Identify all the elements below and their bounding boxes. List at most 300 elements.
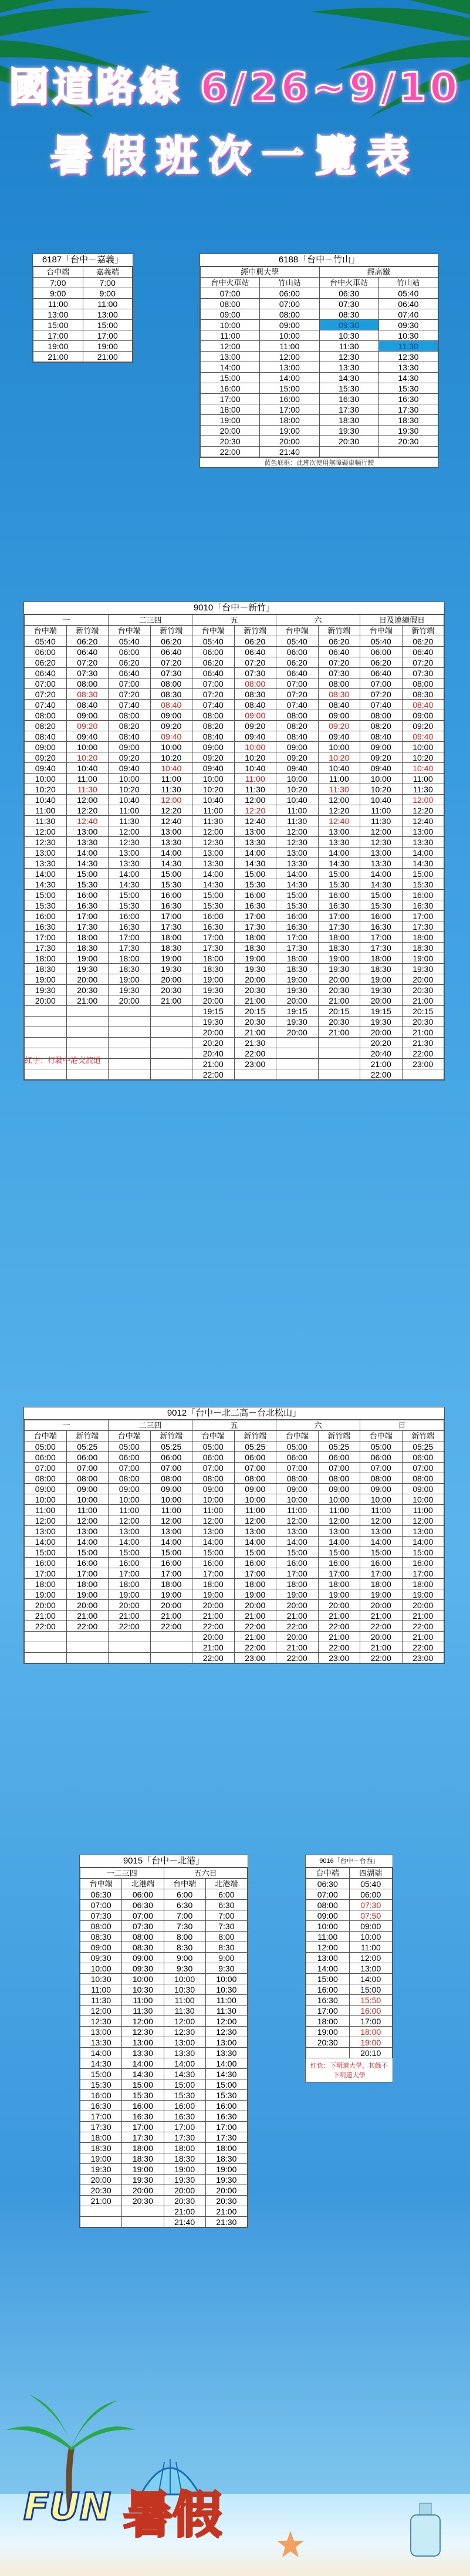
time-cell: 20:40 (192, 1048, 235, 1059)
time-cell: 09:20 (276, 752, 319, 763)
table-row (25, 1441, 444, 1452)
time-cell: 09:40 (109, 763, 151, 774)
time-cell: 09:00 (234, 1484, 276, 1494)
time-cell: 10:20 (150, 752, 192, 763)
time-cell: 11:00 (150, 774, 192, 784)
time-cell: 19:30 (378, 426, 438, 436)
time-cell: 15:30 (150, 879, 192, 890)
time-cell: 16:30 (378, 394, 438, 404)
time-cell: 11:30 (319, 341, 378, 352)
time-cell: 08:30 (319, 309, 378, 320)
time-cell: 22:00 (360, 1653, 403, 1663)
time-cell: 13:30 (402, 837, 444, 848)
time-cell: 09:20 (66, 721, 109, 731)
time-cell (109, 1017, 151, 1027)
time-cell: 08:40 (66, 700, 109, 710)
table-row (306, 1889, 393, 1900)
time-cell: 05:40 (192, 636, 235, 647)
time-cell: 15:00 (402, 869, 444, 879)
route-note: 藍色底框：此班次使用無障礙車輛行駛 (200, 457, 438, 467)
table-row (25, 1537, 444, 1547)
time-cell: 07:00 (25, 678, 67, 689)
time-cell: 16:00 (109, 911, 151, 921)
time-cell: 20:00 (122, 2185, 164, 2196)
time-cell: 06:00 (192, 647, 235, 657)
time-cell: 07:30 (122, 1921, 164, 1932)
time-cell: 18:30 (205, 2153, 247, 2164)
time-cell: 21:00 (318, 1027, 360, 1038)
time-cell: 12:00 (25, 826, 67, 837)
time-cell (122, 2206, 164, 2217)
time-cell: 19:00 (201, 415, 260, 426)
column-header: 新竹端 (150, 1431, 192, 1441)
time-cell: 20:40 (360, 1048, 403, 1059)
time-cell: 06:00 (360, 1452, 403, 1463)
table-row (80, 2090, 248, 2101)
time-cell: 10:00 (192, 1494, 235, 1505)
time-cell: 13:30 (164, 2048, 205, 2058)
time-cell: 14:00 (66, 1537, 109, 1547)
table-row (80, 2079, 248, 2090)
time-cell: 20:15 (234, 1006, 276, 1017)
time-cell: 13:00 (192, 848, 235, 858)
time-cell: 10:30 (164, 1984, 205, 1995)
time-cell: 9:00 (205, 1953, 247, 1963)
time-cell: 20:30 (164, 2196, 205, 2206)
column-header: 新竹端 (66, 626, 109, 636)
column-header: 竹山站 (378, 278, 438, 288)
time-cell: 16:30 (80, 2101, 122, 2111)
time-cell: 18:30 (378, 415, 438, 426)
time-cell: 07:00 (306, 1889, 350, 1900)
time-cell: 18:00 (306, 2016, 350, 2027)
time-cell: 16:00 (318, 890, 360, 900)
page-title: 國道路線 6/26~9/10 (9, 65, 461, 111)
table-row (25, 837, 444, 848)
time-cell: 20:00 (234, 1600, 276, 1611)
table-row (306, 1995, 393, 2006)
time-cell: 16:00 (360, 1558, 403, 1568)
time-cell: 10:00 (66, 742, 109, 752)
table-row (80, 2006, 248, 2016)
time-cell: 12:00 (201, 341, 260, 352)
table-row (80, 2027, 248, 2037)
time-cell: 20:00 (164, 2185, 205, 2196)
time-cell: 12:00 (80, 2006, 122, 2016)
time-cell: 13:30 (319, 362, 378, 373)
time-cell: 19:00 (192, 974, 235, 985)
time-cell: 18:00 (25, 1579, 67, 1589)
time-cell: 09:40 (192, 763, 235, 774)
time-cell: 16:30 (360, 921, 403, 932)
table-row (306, 2027, 393, 2037)
time-cell: 10:00 (150, 742, 192, 752)
time-cell (25, 1038, 67, 1048)
time-cell: 15:00 (260, 383, 319, 394)
time-cell: 12:30 (192, 837, 235, 848)
time-cell: 23:00 (402, 1059, 444, 1069)
time-cell: 15:00 (109, 890, 151, 900)
time-cell: 06:00 (360, 647, 403, 657)
time-cell: 17:30 (205, 2132, 247, 2143)
time-cell: 22:00 (234, 1621, 276, 1632)
time-cell: 18:00 (360, 953, 403, 964)
time-cell: 16:00 (360, 911, 403, 921)
time-cell: 17:00 (205, 2122, 247, 2132)
column-header: 新竹端 (234, 1431, 276, 1441)
time-cell: 09:00 (109, 742, 151, 752)
time-cell: 12:00 (349, 1953, 393, 1963)
time-cell (25, 1653, 67, 1663)
time-cell: 12:00 (260, 352, 319, 362)
time-cell: 11:00 (201, 330, 260, 341)
time-cell: 13:00 (25, 1526, 67, 1537)
time-cell: 17:30 (234, 921, 276, 932)
time-cell: 07:30 (66, 668, 109, 678)
table-row (25, 1642, 444, 1653)
time-cell: 19:00 (234, 953, 276, 964)
time-cell: 16:00 (66, 890, 109, 900)
time-cell: 19:00 (318, 1589, 360, 1600)
time-cell: 08:40 (402, 700, 444, 710)
time-cell: 21:00 (318, 995, 360, 1006)
time-cell: 16:00 (25, 911, 67, 921)
time-cell: 16:00 (150, 890, 192, 900)
time-cell: 10:00 (25, 1494, 67, 1505)
time-cell: 07:00 (201, 288, 260, 299)
time-cell: 21:30 (205, 2217, 247, 2227)
time-cell: 08:00 (402, 678, 444, 689)
time-cell: 13:00 (234, 1526, 276, 1537)
time-cell (25, 1006, 67, 1017)
time-cell: 10:00 (402, 1494, 444, 1505)
time-cell: 13:00 (276, 1526, 319, 1537)
time-cell: 14:30 (122, 2069, 164, 2079)
time-cell: 10:00 (360, 774, 403, 784)
time-cell: 15:00 (276, 1547, 319, 1558)
column-header: 台中端 (25, 1431, 67, 1441)
table-row (33, 278, 133, 288)
column-header: 台中端 (192, 626, 235, 636)
time-cell: 09:00 (150, 710, 192, 721)
time-cell: 14:30 (360, 879, 403, 890)
time-cell (25, 1642, 67, 1653)
time-cell: 20:20 (192, 1038, 235, 1048)
time-cell: 13:30 (205, 2048, 247, 2058)
time-cell: 05:40 (349, 1879, 393, 1889)
time-cell: 22:00 (360, 1621, 403, 1632)
time-cell: 15:30 (25, 900, 67, 911)
time-cell: 18:00 (318, 932, 360, 943)
time-cell: 20:00 (205, 2185, 247, 2196)
table-row (25, 995, 444, 1006)
time-cell: 20:00 (66, 1600, 109, 1611)
column-header: 北港端 (122, 1879, 164, 1889)
time-cell: 20:30 (205, 2196, 247, 2206)
time-cell (150, 1653, 192, 1663)
time-cell (276, 1048, 319, 1059)
time-cell: 6:30 (164, 1900, 205, 1910)
time-cell: 13:00 (260, 362, 319, 373)
time-cell: 10:40 (402, 763, 444, 774)
table-row (201, 320, 438, 330)
time-cell: 10:30 (205, 1984, 247, 1995)
day-header: 六 (276, 1420, 360, 1431)
time-cell: 16:00 (318, 1558, 360, 1568)
time-cell: 20:00 (25, 995, 67, 1006)
time-cell: 18:30 (192, 964, 235, 974)
time-cell: 10:40 (276, 795, 319, 805)
time-cell: 15:30 (109, 900, 151, 911)
time-cell: 16:00 (234, 1558, 276, 1568)
time-cell (80, 2206, 122, 2217)
time-cell: 10:20 (318, 752, 360, 763)
time-cell: 19:30 (276, 1017, 319, 1027)
table-row (25, 1611, 444, 1621)
time-cell: 07:30 (402, 668, 444, 678)
time-cell: 11:00 (109, 805, 151, 816)
time-cell: 06:20 (192, 657, 235, 668)
time-cell: 18:00 (122, 2143, 164, 2153)
time-cell: 09:20 (25, 752, 67, 763)
time-cell: 16:00 (192, 1558, 235, 1568)
time-cell: 15:00 (150, 869, 192, 879)
time-cell: 06:30 (80, 1889, 122, 1900)
time-cell: 16:00 (260, 394, 319, 404)
table-row (201, 330, 438, 341)
time-cell: 18:30 (150, 943, 192, 953)
time-cell: 05:25 (234, 1441, 276, 1452)
table-row (25, 647, 444, 657)
time-cell: 09:40 (360, 763, 403, 774)
table-row (201, 362, 438, 373)
time-cell (150, 1017, 192, 1027)
time-cell: 09:00 (234, 710, 276, 721)
time-cell (66, 1027, 109, 1038)
column-header: 竹山站 (260, 278, 319, 288)
time-cell: 07:00 (192, 1463, 235, 1473)
time-cell: 19:00 (83, 341, 133, 352)
time-cell: 14:00 (150, 1537, 192, 1547)
time-cell: 13:00 (150, 1526, 192, 1537)
time-cell: 06:40 (276, 668, 319, 678)
time-cell: 15:30 (318, 879, 360, 890)
time-cell: 11:30 (109, 816, 151, 826)
day-header: 五 (192, 615, 276, 626)
time-cell: 20:00 (80, 2175, 122, 2185)
time-cell: 10:40 (25, 795, 67, 805)
table-row (80, 2175, 248, 2185)
time-cell: 10:00 (276, 1494, 319, 1505)
table-row (25, 774, 444, 784)
time-cell: 17:00 (66, 1568, 109, 1579)
time-cell: 12:00 (402, 795, 444, 805)
time-cell (66, 1069, 109, 1080)
time-cell: 09:20 (360, 752, 403, 763)
time-cell: 15:30 (234, 879, 276, 890)
time-cell: 17:00 (80, 2111, 122, 2122)
table-row (80, 2048, 248, 2058)
table-row (25, 985, 444, 995)
time-cell (402, 1069, 444, 1080)
time-cell: 13:00 (318, 826, 360, 837)
time-cell: 21:00 (150, 995, 192, 1006)
time-cell: 20:00 (234, 974, 276, 985)
time-cell: 07:20 (360, 689, 403, 700)
time-cell: 13:00 (66, 1526, 109, 1537)
time-cell: 06:20 (234, 636, 276, 647)
time-cell (150, 1027, 192, 1038)
time-cell: 19:00 (402, 1589, 444, 1600)
time-cell: 22:00 (192, 1069, 235, 1080)
table-row (25, 1484, 444, 1494)
time-cell: 18:00 (109, 953, 151, 964)
table-row (25, 731, 444, 742)
time-cell: 19:30 (192, 985, 235, 995)
time-cell: 08:40 (318, 700, 360, 710)
time-cell: 13:00 (164, 2037, 205, 2048)
time-cell: 06:00 (109, 1452, 151, 1463)
time-cell: 09:00 (66, 1484, 109, 1494)
day-header: 一 (25, 615, 109, 626)
time-cell: 07:20 (402, 657, 444, 668)
time-cell: 17:00 (276, 1568, 319, 1579)
time-cell: 11:00 (122, 1995, 164, 2006)
time-cell: 10:00 (109, 1494, 151, 1505)
time-cell: 20:30 (378, 436, 438, 447)
route-9012-table (23, 1407, 445, 1664)
table-row (80, 2185, 248, 2196)
time-cell: 20:00 (360, 995, 403, 1006)
table-row (306, 1984, 393, 1995)
time-cell: 19:30 (234, 964, 276, 974)
time-cell: 20:30 (234, 985, 276, 995)
time-cell: 13:00 (402, 826, 444, 837)
time-cell: 19:00 (360, 1589, 403, 1600)
time-cell: 10:00 (234, 1494, 276, 1505)
table-row (80, 2206, 248, 2217)
time-cell: 09:20 (402, 721, 444, 731)
time-cell: 19:00 (306, 2027, 350, 2037)
time-cell: 05:00 (360, 1441, 403, 1452)
group-header: 經高鐵 (319, 267, 438, 278)
time-cell: 22:00 (192, 1621, 235, 1632)
time-cell: 06:40 (192, 668, 235, 678)
table-row (80, 1910, 248, 1921)
day-header: 五六日 (164, 1868, 248, 1879)
time-cell: 13:00 (66, 826, 109, 837)
time-cell: 16:30 (109, 921, 151, 932)
column-header: 台中端 (276, 626, 319, 636)
time-cell: 08:00 (109, 710, 151, 721)
time-cell: 13:00 (25, 848, 67, 858)
day-header: 二三四 (109, 615, 192, 626)
time-cell: 07:30 (349, 1900, 393, 1910)
time-cell: 18:30 (25, 964, 67, 974)
time-cell: 15:00 (205, 2079, 247, 2090)
time-cell: 14:00 (25, 869, 67, 879)
table-row (25, 953, 444, 964)
time-cell: 11:00 (234, 774, 276, 784)
table-row (80, 2196, 248, 2206)
time-cell: 22:00 (150, 1621, 192, 1632)
time-cell: 06:20 (360, 657, 403, 668)
time-cell: 07:00 (109, 1463, 151, 1473)
time-cell: 11:30 (150, 784, 192, 795)
time-cell: 19:00 (122, 2164, 164, 2175)
time-cell: 14:00 (192, 1537, 235, 1547)
time-cell: 06:00 (276, 1452, 319, 1463)
time-cell: 10:00 (192, 774, 235, 784)
time-cell: 11:00 (66, 774, 109, 784)
time-cell: 20:15 (318, 1006, 360, 1017)
route-6187-table (32, 254, 133, 363)
table-row (25, 805, 444, 816)
time-cell: 13:00 (150, 826, 192, 837)
time-cell: 15:30 (276, 900, 319, 911)
time-cell (150, 1642, 192, 1653)
time-cell: 23:00 (234, 1653, 276, 1663)
time-cell: 21:00 (164, 2206, 205, 2217)
table-row (201, 447, 438, 457)
time-cell: 21:00 (402, 1027, 444, 1038)
route-caption: 6188「台中－竹山」 (200, 254, 438, 266)
time-cell: 16:00 (306, 1984, 350, 1995)
time-cell: 14:30 (164, 2069, 205, 2079)
time-cell: 19:30 (66, 964, 109, 974)
summer-logo: 暑假 (123, 2486, 222, 2544)
time-cell: 19:00 (349, 2037, 393, 2048)
time-cell: 15:30 (378, 383, 438, 394)
time-cell: 20:00 (25, 1600, 67, 1611)
time-cell (378, 447, 438, 457)
time-cell: 11:00 (276, 1505, 319, 1515)
time-cell: 12:30 (109, 837, 151, 848)
time-cell: 15:00 (318, 869, 360, 879)
time-cell: 11:00 (83, 299, 133, 309)
time-cell: 11:30 (164, 2006, 205, 2016)
time-cell: 07:20 (234, 657, 276, 668)
time-cell: 06:40 (109, 668, 151, 678)
time-cell: 07:00 (276, 678, 319, 689)
table-row (306, 1932, 393, 1942)
time-cell (150, 1006, 192, 1017)
time-cell: 10:30 (122, 1984, 164, 1995)
route-caption: 9010「台中－新竹」 (24, 602, 444, 615)
time-cell: 13:00 (109, 848, 151, 858)
time-cell: 12:30 (25, 837, 67, 848)
time-cell (306, 2048, 350, 2058)
time-cell: 17:00 (122, 2122, 164, 2132)
time-cell: 12:20 (66, 805, 109, 816)
table-row (80, 2217, 248, 2227)
time-cell: 07:00 (25, 1463, 67, 1473)
time-cell: 08:20 (276, 721, 319, 731)
time-cell: 16:00 (66, 1558, 109, 1568)
time-cell: 12:00 (109, 826, 151, 837)
table-row (25, 721, 444, 731)
time-cell: 11:30 (276, 816, 319, 826)
time-cell: 08:00 (109, 1473, 151, 1484)
time-cell: 19:00 (192, 1589, 235, 1600)
time-cell: 15:00 (109, 1547, 151, 1558)
time-cell: 08:30 (150, 689, 192, 700)
time-cell: 17:30 (109, 943, 151, 953)
time-cell: 19:30 (25, 985, 67, 995)
time-cell: 12:00 (276, 826, 319, 837)
time-cell: 17:30 (318, 921, 360, 932)
time-cell: 21:00 (402, 1611, 444, 1621)
